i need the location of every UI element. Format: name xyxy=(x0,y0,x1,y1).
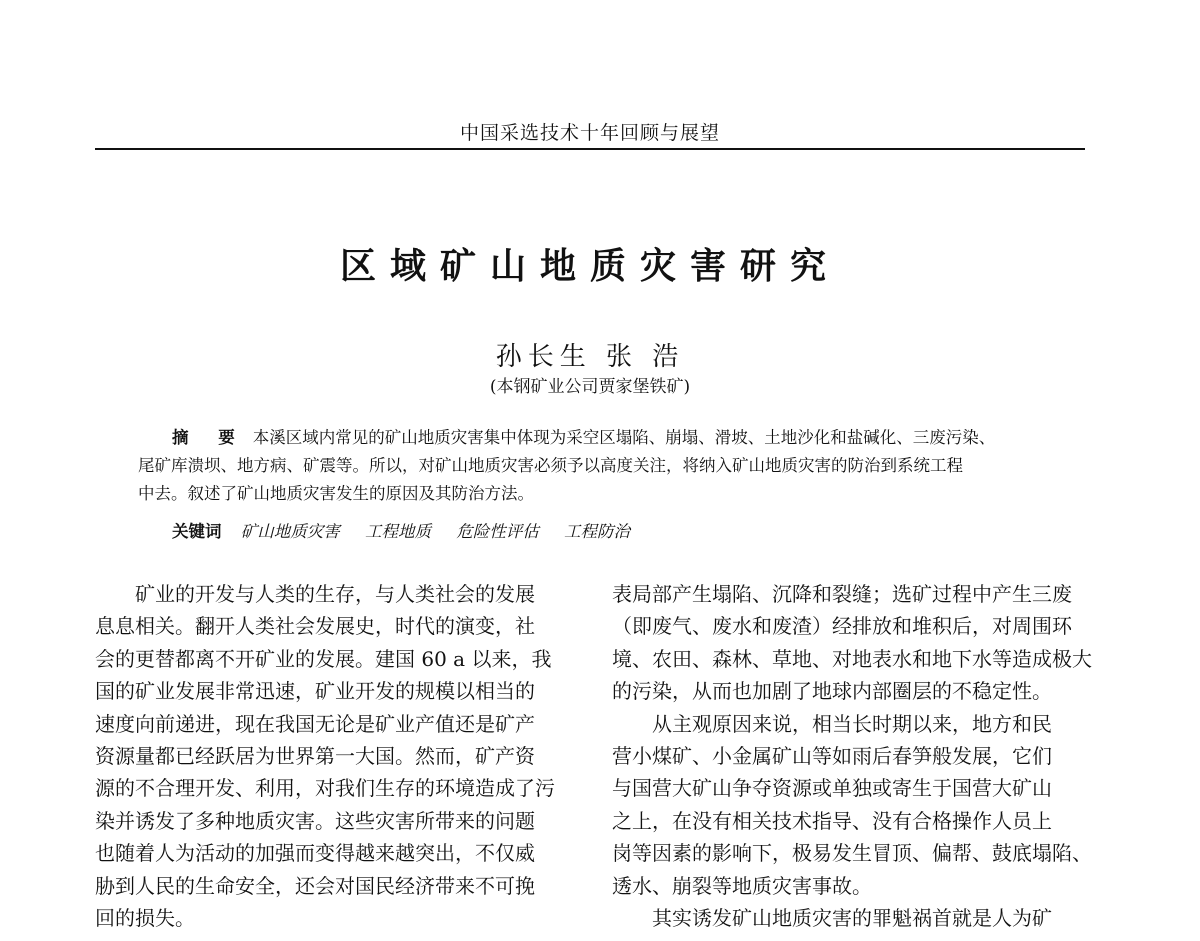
keyword: 矿山地质灾害 xyxy=(240,522,340,541)
body-line: 回的损失。 xyxy=(95,905,195,930)
body-line: 其实诱发矿山地质灾害的罪魁祸首就是人为矿 xyxy=(612,905,1052,930)
body-line: （即废气、废水和废渣）经排放和堆积后，对周围环 xyxy=(612,614,1072,639)
body-column-left xyxy=(95,578,583,934)
paper-title: 区域矿山地质灾害研究 xyxy=(339,245,840,287)
body-line: 会的更替都离不开矿业的发展。建国 60 a 以来，我 xyxy=(95,646,552,671)
body-line: 染并诱发了多种地质灾害。这些灾害所带来的问题 xyxy=(95,808,535,833)
running-header: 中国采选技术十年回顾与展望 xyxy=(459,122,720,144)
keyword: 工程地质 xyxy=(365,522,431,541)
body-line: 透水、崩裂等地质灾害事故。 xyxy=(612,873,872,898)
body-line: 也随着人为活动的加强而变得越来越突出，不仅威 xyxy=(95,841,535,866)
body-line: 速度向前递进，现在我国无论是矿业产值还是矿产 xyxy=(95,711,535,736)
body-line: 的污染，从而也加剧了地球内部圈层的不稳定性。 xyxy=(612,679,1052,704)
body-line: 资源量都已经跃居为世界第一大国。然而，矿产资 xyxy=(95,743,535,768)
header-rule xyxy=(95,148,1085,150)
body-line: 营小煤矿、小金属矿山等如雨后春笋般发展，它们 xyxy=(612,743,1052,768)
body-line: 胁到人民的生命安全，还会对国民经济带来不可挽 xyxy=(95,873,535,898)
keywords xyxy=(172,518,1042,542)
abstract-text: 本溪区域内常见的矿山地质灾害集中体现为采空区塌陷、崩塌、滑坡、土地沙化和盐碱化、三废污染、 xyxy=(252,428,996,447)
keyword: 工程防治 xyxy=(564,522,630,541)
authors: 孙长生 张 浩 xyxy=(495,342,685,372)
body-line: 与国营大矿山争夺资源或单独或寄生于国营大矿山 xyxy=(612,776,1052,801)
affiliation: (本钢矿业公司贾家堡铁矿) xyxy=(489,377,691,397)
body-line: 境、农田、森林、草地、对地表水和地下水等造成极大 xyxy=(612,646,1092,671)
keyword: 危险性评估 xyxy=(456,522,539,541)
body-column-right xyxy=(612,578,1100,934)
body-line: 息息相关。翻开人类社会发展史，时代的演变，社 xyxy=(95,614,535,639)
body-line: 之上，在没有相关技术指导、没有合格操作人员上 xyxy=(612,808,1052,833)
body-line: 表局部产生塌陷、沉降和裂缝；选矿过程中产生三废 xyxy=(612,582,1072,606)
body-line: 矿业的开发与人类的生存，与人类社会的发展 xyxy=(95,582,535,606)
abstract-line: 中去。叙述了矿山地质灾害发生的原因及其防治方法。 xyxy=(138,484,534,503)
abstract-label: 摘 要 xyxy=(172,428,247,447)
abstract-line xyxy=(138,424,1044,452)
body-line: 从主观原因来说，相当长时期以来，地方和民 xyxy=(612,711,1052,736)
keywords-label: 关键词 xyxy=(172,522,222,541)
body-line: 源的不合理开发、利用，对我们生存的环境造成了污 xyxy=(95,776,555,801)
body-line: 国的矿业发展非常迅速，矿业开发的规模以相当的 xyxy=(95,679,535,704)
body-line: 岗等因素的影响下，极易发生冒顶、偏帮、鼓底塌陷、 xyxy=(612,841,1092,866)
abstract xyxy=(138,424,1044,508)
abstract-line: 尾矿库溃坝、地方病、矿震等。所以，对矿山地质灾害必须予以高度关注，将纳入矿山地质灾害的防治到系统工程 xyxy=(138,456,963,475)
